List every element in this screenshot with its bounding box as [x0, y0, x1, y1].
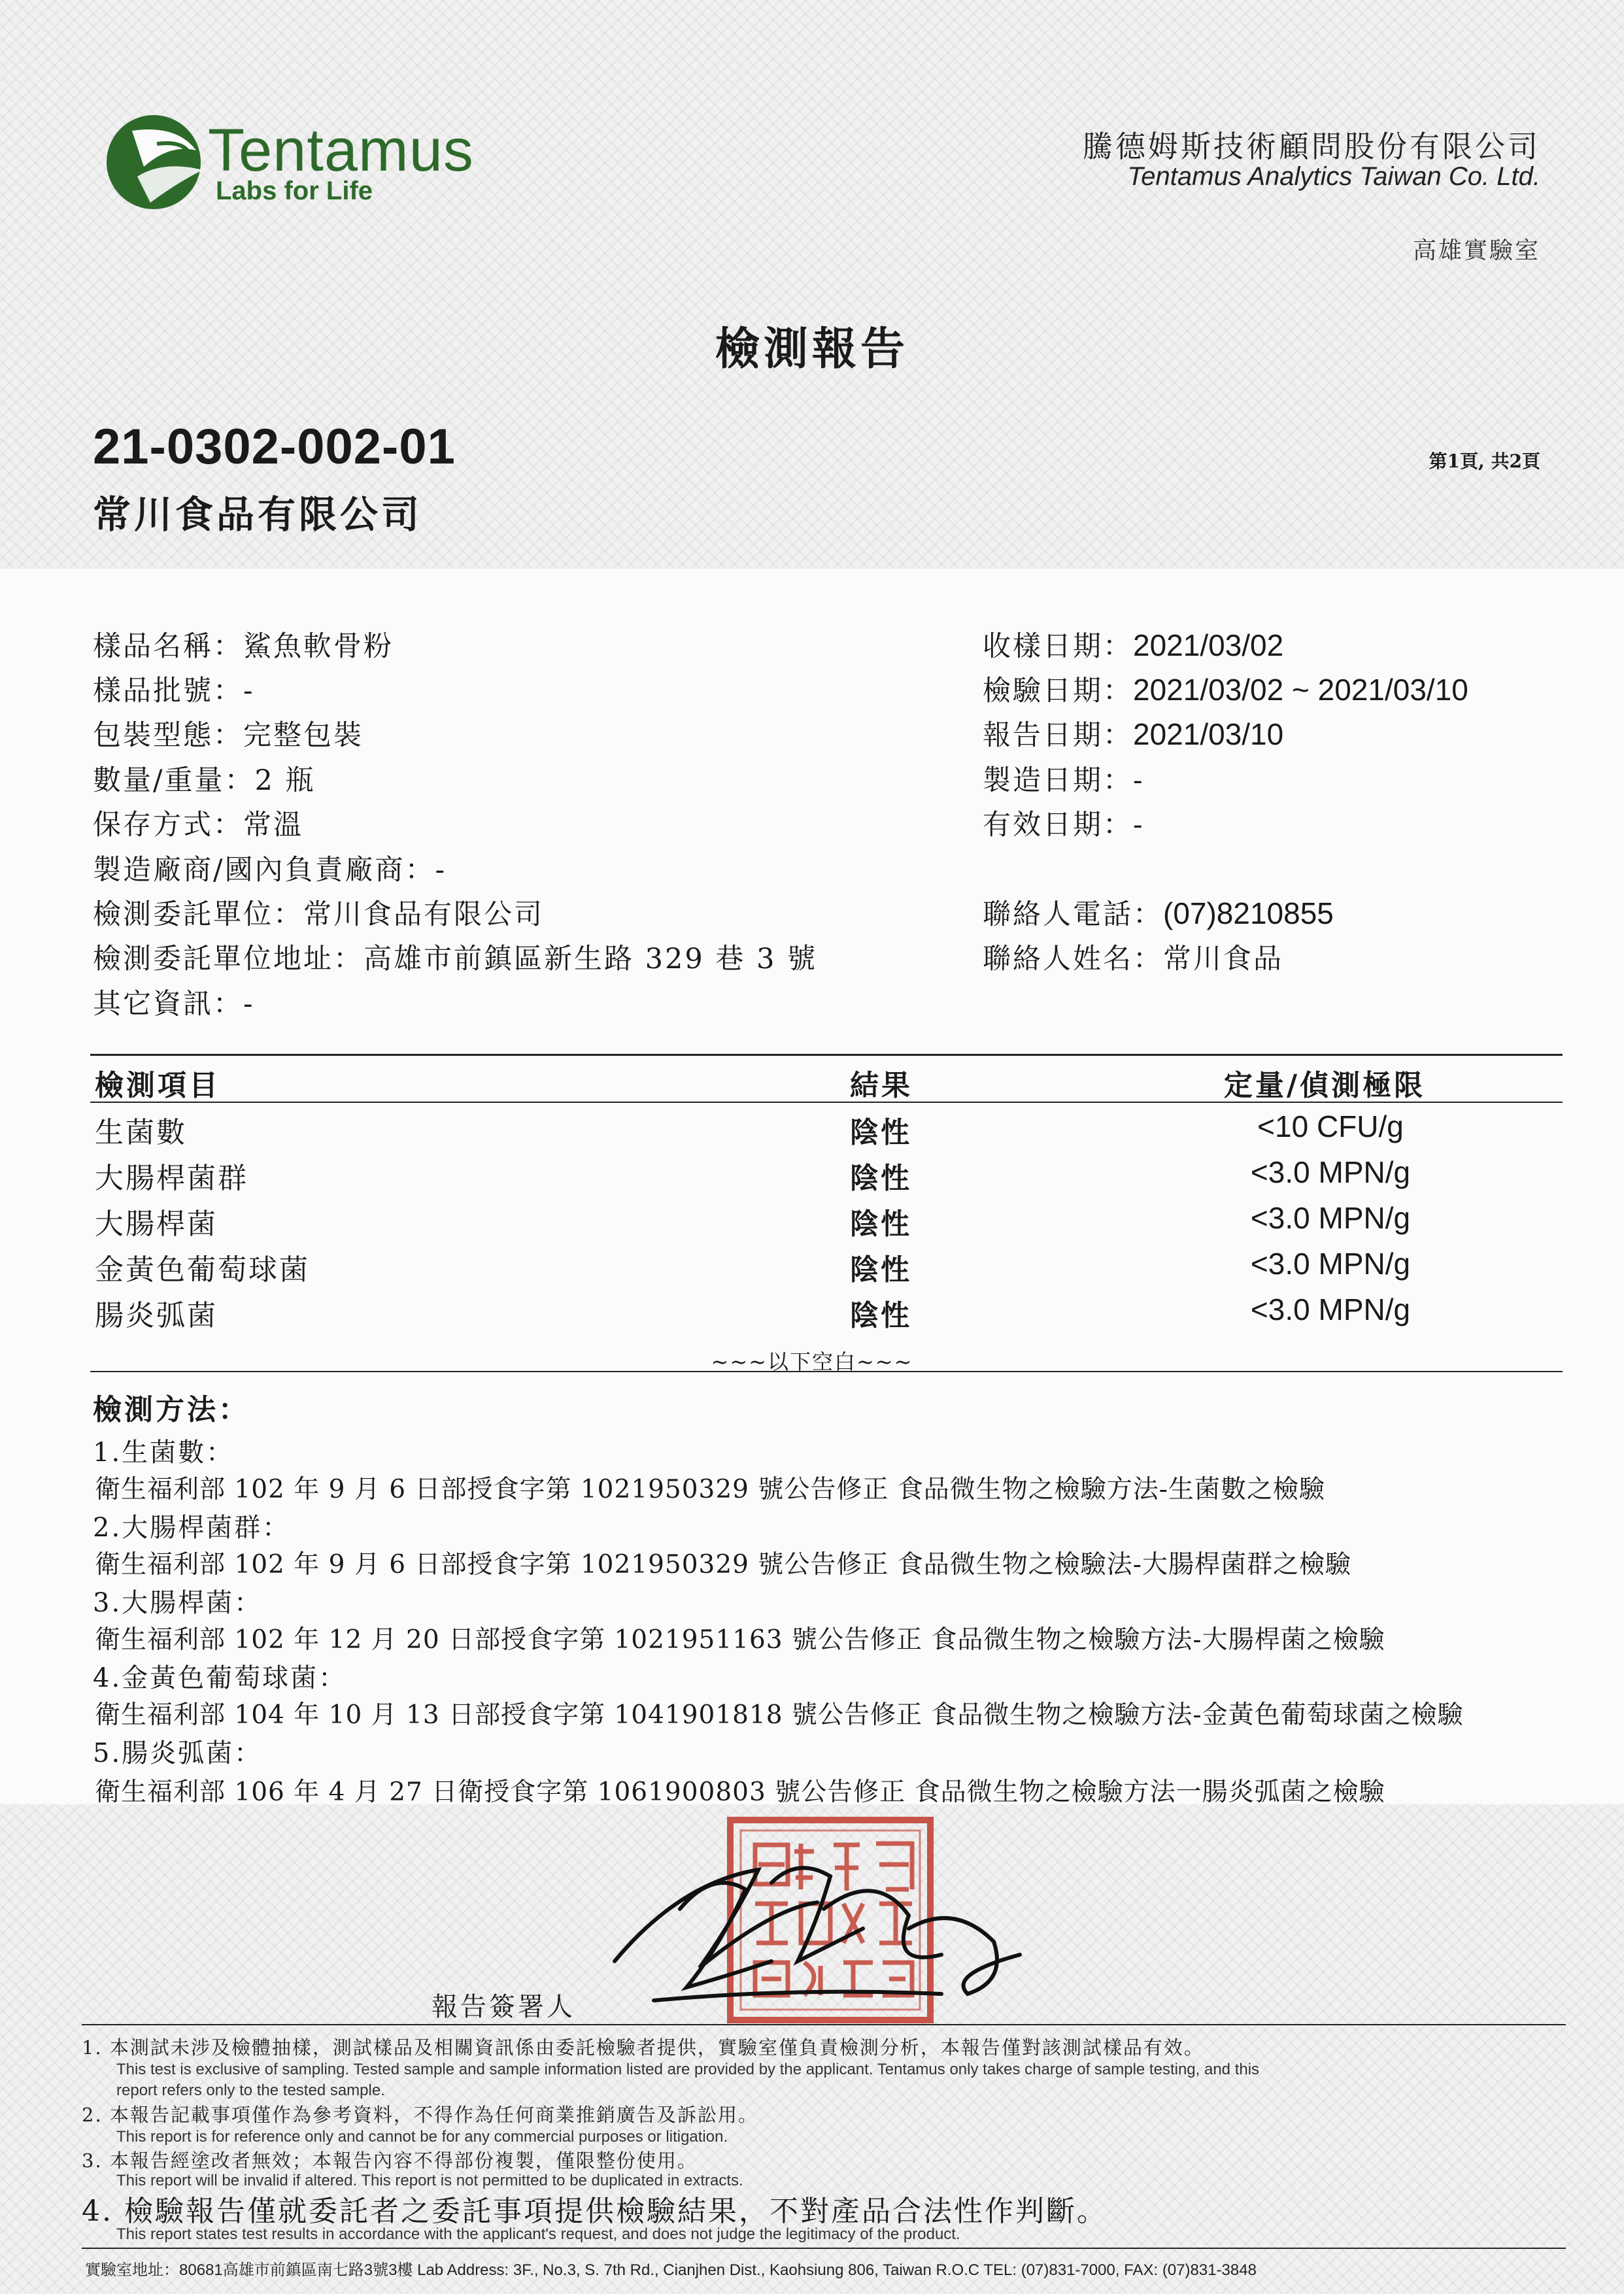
company-name-zh: 騰德姆斯技術顧問股份有限公司 [1083, 129, 1540, 164]
note-zh: 2. 本報告記載事項僅作為參考資料，不得作為任何商業推銷廣告及訴訟用。 [82, 2104, 758, 2126]
info-value: - [243, 988, 255, 1020]
note-zh: 1. 本測試未涉及檢體抽樣，測試樣品及相關資訊係由委託檢驗者提供，實驗室僅負責檢測分析，本報告僅對該測試樣品有效。 [82, 2036, 1204, 2059]
method-name: 3.大腸桿菌： [93, 1588, 263, 1618]
method-name: 4.金黃色葡萄球菌： [93, 1663, 347, 1693]
info-label: 樣品批號： [93, 675, 243, 707]
info-label: 製造廠商/國內負責廠商： [93, 854, 435, 886]
method-text: 衛生福利部 104 年 10 月 13 日部授食字第 1041901818 號公告修正 食品微生物之檢驗方法-金黃色葡萄球菌之檢驗 [95, 1700, 1464, 1730]
info-row-package [93, 713, 364, 753]
table-cell-limit: <10 CFU/g [1257, 1109, 1404, 1143]
info-row-other [93, 982, 255, 1022]
info-value: - [1133, 809, 1145, 841]
note-en: This report is for reference only and cannot be for any commercial purposes or litigation. [116, 2128, 728, 2146]
info-label: 樣品名稱： [93, 630, 243, 663]
method-name: 1.生菌數： [93, 1438, 235, 1468]
info-label: 其它資訊： [93, 988, 243, 1020]
method-name: 2.大腸桿菌群： [93, 1513, 291, 1543]
method-text: 衛生福利部 102 年 9 月 6 日部授食字第 1021950329 號公告修正 食品微生物之檢驗方法-生菌數之檢驗 [95, 1475, 1325, 1504]
table-cell-limit: <3.0 MPN/g [1250, 1201, 1411, 1235]
note-zh-emphasis: 4. 檢驗報告僅就委託者之委託事項提供檢驗結果，不對產品合法性作判斷。 [82, 2195, 1108, 2228]
info-label: 聯絡人姓名： [983, 943, 1163, 975]
note-en: This report states test results in accordance with the applicant's request, and does not judge the legitimacy of the product. [116, 2225, 960, 2243]
table-top-rule [90, 1054, 1563, 1056]
info-value: 2021/03/10 [1133, 717, 1284, 751]
info-label: 保存方式： [93, 809, 243, 841]
signatory-label: 報告簽署人 [431, 1992, 575, 2022]
info-row-client [93, 892, 544, 932]
info-label: 包裝型態： [93, 719, 243, 752]
info-value: - [435, 854, 447, 886]
table-cell-result: 陰性 [850, 1162, 911, 1195]
report-number: 21-0302-002-01 [93, 419, 456, 475]
info-label: 有效日期： [983, 809, 1133, 841]
method-text: 衛生福利部 106 年 4 月 27 日衛授食字第 1061900803 號公告修正 食品微生物之檢驗方法一腸炎弧菌之檢驗 [95, 1778, 1385, 1807]
info-row-received-date [983, 624, 1283, 664]
info-label: 製造日期： [983, 764, 1133, 797]
info-value: 2021/03/02 ~ 2021/03/10 [1133, 673, 1468, 707]
table-bottom-rule [90, 1371, 1563, 1372]
note-zh: 3. 本報告經塗改者無效；本報告內容不得部份複製，僅限整份使用。 [82, 2150, 698, 2172]
info-value: 常溫 [243, 809, 303, 841]
info-row-mfg-date [983, 758, 1145, 798]
info-value: 常川食品 [1163, 943, 1283, 975]
table-cell-item: 大腸桿菌 [95, 1207, 218, 1241]
footer-divider [82, 2248, 1566, 2249]
table-end-mark: ~~~以下空白~~~ [711, 1349, 913, 1374]
page-indicator: 第1頁, 共2頁 [1429, 450, 1540, 472]
info-value: 高雄市前鎮區新生路 329 巷 3 號 [364, 943, 818, 975]
method-name: 5.腸炎弧菌： [93, 1738, 263, 1768]
info-label: 收樣日期： [983, 630, 1133, 663]
info-value: 鯊魚軟骨粉 [243, 630, 394, 663]
info-value: 2 瓶 [254, 764, 316, 797]
table-cell-item: 生菌數 [95, 1116, 187, 1149]
report-title: 檢測報告 [715, 323, 909, 375]
table-cell-item: 大腸桿菌群 [95, 1162, 248, 1195]
info-row-contact-name [983, 937, 1283, 977]
info-row-exp-date [983, 803, 1145, 843]
table-header-item: 檢測項目 [95, 1069, 220, 1102]
info-label: 檢測委託單位： [93, 898, 303, 931]
table-cell-result: 陰性 [850, 1253, 911, 1287]
table-cell-result: 陰性 [850, 1299, 911, 1332]
table-header-result: 結果 [850, 1069, 913, 1102]
table-cell-result: 陰性 [850, 1116, 911, 1149]
info-row-batch [93, 669, 255, 709]
table-cell-limit: <3.0 MPN/g [1250, 1292, 1411, 1326]
info-label: 數量/重量： [93, 764, 255, 797]
method-text: 衛生福利部 102 年 12 月 20 日部授食字第 1021951163 號公告修正 食品微生物之檢驗方法-大腸桿菌之檢驗 [95, 1625, 1385, 1655]
note-en: This report will be invalid if altered. This report is not permitted to be duplicated in extracts. [116, 2172, 743, 2189]
company-name-en: Tentamus Analytics Taiwan Co. Ltd. [1127, 162, 1540, 191]
method-text: 衛生福利部 102 年 9 月 6 日部授食字第 1021950329 號公告修正 食品微生物之檢驗法-大腸桿菌群之檢驗 [95, 1550, 1351, 1579]
info-row-quantity [93, 758, 316, 798]
brand-name: Tentamus [208, 117, 474, 184]
table-cell-limit: <3.0 MPN/g [1250, 1247, 1411, 1281]
note-en: This test is exclusive of sampling. Tested sample and sample information listed are provided by the applicant. Tentamus only takes charge of sample testing, and this [116, 2061, 1260, 2078]
info-label: 檢測委託單位地址： [93, 943, 364, 975]
table-header-limit: 定量/偵測極限 [1224, 1069, 1426, 1102]
info-row-contact-phone [983, 892, 1334, 932]
table-header-rule [90, 1102, 1563, 1103]
tentamus-logo-icon [98, 105, 209, 216]
brand-tagline: Labs for Life [216, 177, 373, 205]
info-value: 完整包裝 [243, 719, 364, 752]
info-value: (07)8210855 [1163, 896, 1334, 930]
info-row-client-address [93, 937, 817, 977]
table-cell-result: 陰性 [850, 1207, 911, 1241]
info-value: 2021/03/02 [1133, 628, 1284, 662]
info-label: 報告日期： [983, 719, 1133, 752]
lab-address: 實驗室地址：80681高雄市前鎮區南七路3號3樓 Lab Address: 3F., No.3, S. 7th Rd., Cianjhen Dist., Kaohsiung 806, Taiwan R.O.C TEL: (07)831-7000, FAX: (07)831-3848 [85, 2261, 1257, 2279]
info-row-report-date [983, 713, 1283, 753]
client-name: 常川食品有限公司 [93, 492, 423, 537]
info-value: - [1133, 764, 1145, 797]
info-row-manufacturer [93, 848, 447, 888]
info-label: 聯絡人電話： [983, 898, 1163, 931]
table-cell-item: 腸炎弧菌 [95, 1299, 218, 1332]
info-row-test-date [983, 669, 1468, 709]
info-label: 檢驗日期： [983, 675, 1133, 707]
info-value: - [243, 675, 255, 707]
info-value: 常川食品有限公司 [303, 898, 544, 931]
info-row-storage [93, 803, 303, 843]
lab-name: 高雄實驗室 [1412, 237, 1540, 264]
table-cell-limit: <3.0 MPN/g [1250, 1155, 1411, 1189]
signature-divider [82, 2024, 1566, 2025]
note-en: report refers only to the tested sample. [116, 2082, 385, 2099]
table-cell-item: 金黃色葡萄球菌 [95, 1253, 310, 1287]
info-row-sample-name [93, 624, 394, 664]
methods-title: 檢測方法： [93, 1393, 250, 1426]
handwritten-signature [601, 1830, 1026, 2027]
